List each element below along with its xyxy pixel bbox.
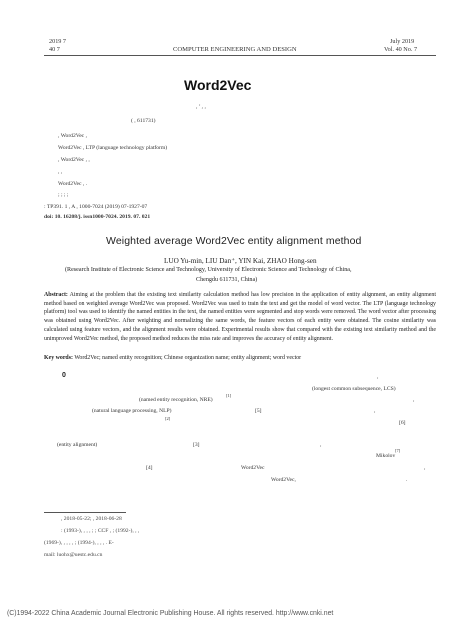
section-0-heading: 0 [62, 372, 66, 379]
en-keywords-label: Key words: [44, 355, 73, 361]
section-0-fragment: . [406, 477, 408, 483]
cn-affiliation: ( , 611731) [131, 118, 156, 124]
citation-marker: [6] [399, 420, 406, 426]
citation-marker: [7] [395, 448, 401, 453]
section-0-fragment: , [374, 408, 376, 414]
en-authors: LUO Yu-min, LIU Dan⁺, YIN Kai, ZHAO Hong-sen [164, 257, 317, 265]
copyright-notice: (C)1994-2022 China Academic Journal Electronic Publishing House. All rights reserved. http://www.cnki.net [7, 610, 334, 617]
cn-classification: : TP391. 1 , A , 1000-7024 (2019) 07-1927-07 [44, 204, 148, 210]
footnote-email: mail: luohx@uestc.edu.cn [44, 552, 103, 558]
citation-marker: [4] [146, 465, 153, 471]
cn-abstract-line: , Word2Vec , , [58, 157, 90, 163]
section-0-fragment: , [424, 465, 426, 471]
section-0-fragment: , [320, 442, 322, 448]
section-0-fragment: Word2Vec [241, 465, 265, 471]
header-year-issue: 2019 7 [49, 38, 67, 45]
en-affiliation-line2: Chengdu 611731, China) [196, 277, 258, 283]
footnote-author-bio: (1969-), , , , , ; (1994-), , , , . E- [44, 540, 114, 546]
header-rule [44, 55, 436, 56]
en-abstract [44, 291, 436, 343]
header-volume-en: Vol. 40 No. 7 [384, 46, 418, 53]
section-0-fragment: Mikolov [376, 453, 396, 459]
section-0-fragment: (natural language processing, NLP) [92, 408, 172, 414]
en-title: Weighted average Word2Vec entity alignment method [106, 235, 362, 247]
section-0-fragment: , [377, 374, 379, 380]
section-0-fragment: Word2Vec, [271, 477, 296, 483]
en-affiliation-line1: (Research Institute of Electronic Science and Technology, University of Electronic Science and Technology of China, [65, 267, 352, 273]
header-date-en: July 2019 [390, 38, 415, 45]
en-abstract-text: Aiming at the problem that the existing text similarity calculation method has low precision in the application of entity alignment, an entity alignment method based on weighted average Word2Vec was proposed. Word2Vec was used to train the text and get the model of word vector. The LTP (language technology platform) tool was used to identify the named entities in the text, the named entities were segmented and stop words were removed. The word vector after processing was obtained using Word2Vec. After weighting and normalizing the same words, the feature vectors of each entity were obtained. The cosine similarity was calculated using feature vectors, and the alignment results were obtained. Experimental results show that compared with the existing text similarity method and the unimproved Word2Vec method, the proposed method reduces the miss rate and improves the accuracy of entity alignment. [44, 292, 436, 342]
cn-abstract-line: , , [58, 169, 63, 175]
cn-authors: , ’ , , [196, 104, 206, 110]
cn-keywords: ; ; ; ; [58, 192, 69, 198]
section-0-fragment: (entity alignment) [57, 442, 98, 448]
cn-abstract-line: Word2Vec , . [58, 181, 88, 187]
cn-abstract-line: , Word2Vec , [58, 133, 87, 139]
citation-marker: [2] [165, 416, 171, 421]
header-volume-number: 40 7 [49, 46, 60, 53]
en-keywords [44, 354, 436, 363]
section-0-fragment: , [413, 397, 415, 403]
citation-marker: [5] [255, 408, 262, 414]
cn-doi: doi: 10. 16208/j. issn1000-7024. 2019. 07. 021 [44, 214, 151, 220]
footnote-rule [44, 512, 126, 513]
footnote-received: , 2018-05-22; , 2018-06-28 [61, 516, 122, 522]
section-0-fragment: (longest common subsequence, LCS) [312, 386, 396, 392]
cn-abstract-line: Word2Vec , LTP (language technology platform) [58, 145, 168, 151]
en-keywords-text: Word2Vec; named entity recognition; Chinese organization name; entity alignment; word vector [74, 355, 302, 361]
cn-title: Word2Vec [184, 77, 252, 93]
section-0-fragment: (named entity recognition, NRE) [139, 397, 213, 403]
footnote-author-bio: : (1993-), , , , ; ; CCF , ; (1992-), , , [61, 528, 140, 534]
en-abstract-label: Abstract: [44, 292, 68, 298]
journal-name: COMPUTER ENGINEERING AND DESIGN [173, 46, 297, 53]
citation-marker: [3] [193, 442, 200, 448]
citation-marker: [1] [226, 393, 232, 398]
